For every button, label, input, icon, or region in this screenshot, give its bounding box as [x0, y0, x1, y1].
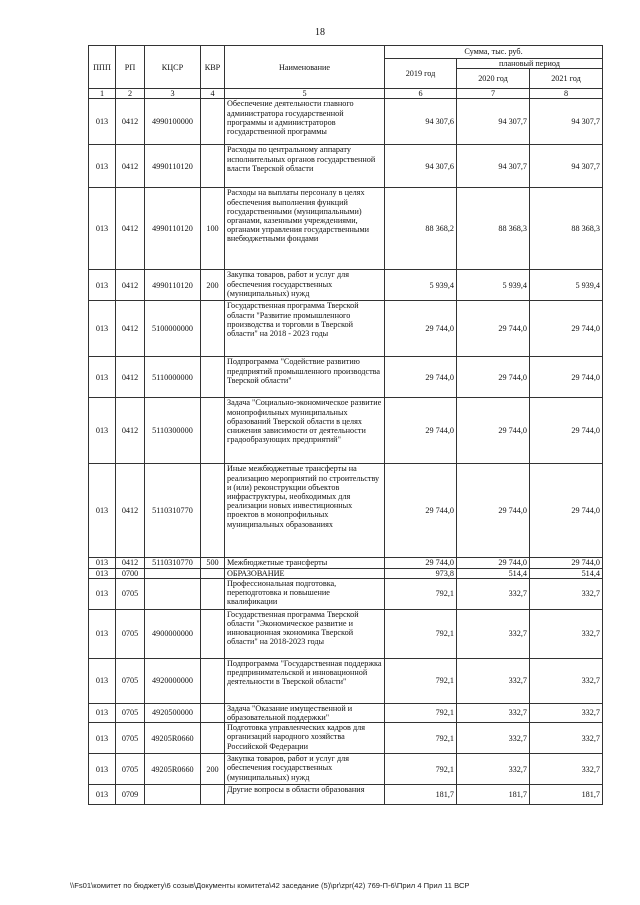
table-row	[89, 398, 603, 464]
cell-sum-2021: 29 744,0	[530, 301, 603, 357]
cell-kcsr: 4920000000	[145, 658, 201, 703]
cell-kvr	[201, 99, 225, 145]
cell-kcsr: 4990110120	[145, 145, 201, 188]
cell-kcsr: 49205R0660	[145, 754, 201, 785]
cell-kvr	[201, 609, 225, 658]
header-name: Наименование	[225, 46, 385, 89]
cell-sum-2020: 181,7	[457, 785, 530, 805]
cell-kcsr: 4990100000	[145, 99, 201, 145]
cell-sum-2019: 973,8	[385, 568, 457, 578]
cell-kvr	[201, 703, 225, 722]
cell-sum-2021: 514,4	[530, 568, 603, 578]
cell-kcsr	[145, 578, 201, 609]
cell-rp: 0412	[116, 99, 145, 145]
column-number: 6	[385, 89, 457, 99]
cell-kvr	[201, 398, 225, 464]
cell-name: Закупка товаров, работ и услуг для обеспечения государственных (муниципальных) нужд	[225, 754, 385, 785]
cell-sum-2021: 29 744,0	[530, 464, 603, 558]
cell-ppp: 013	[89, 270, 116, 301]
cell-kvr	[201, 464, 225, 558]
cell-sum-2019: 181,7	[385, 785, 457, 805]
cell-ppp: 013	[89, 568, 116, 578]
cell-rp: 0705	[116, 723, 145, 754]
cell-ppp: 013	[89, 785, 116, 805]
header-year-2021: 2021 год	[530, 69, 603, 89]
cell-rp: 0412	[116, 145, 145, 188]
header-rp: РП	[116, 46, 145, 89]
cell-sum-2021: 332,7	[530, 703, 603, 722]
cell-kvr	[201, 658, 225, 703]
cell-kvr	[201, 578, 225, 609]
table-row	[89, 270, 603, 301]
header-ppp: ППП	[89, 46, 116, 89]
cell-sum-2021: 181,7	[530, 785, 603, 805]
budget-table	[88, 45, 603, 805]
cell-name: Расходы по центральному аппарату исполнительных органов государственной власти Тверской области	[225, 145, 385, 188]
cell-sum-2020: 94 307,7	[457, 145, 530, 188]
cell-name: Подготовка управленческих кадров для организаций народного хозяйства Российской Федерации	[225, 723, 385, 754]
cell-name: Иные межбюджетные трансферты на реализацию мероприятий по строительству и (или) реконструкции объектов инфраструктуры, необходимых для реализации новых инвестиционных проектов в монопрофильных муниципальных образованиях	[225, 464, 385, 558]
table-row	[89, 99, 603, 145]
cell-rp: 0705	[116, 609, 145, 658]
cell-sum-2019: 29 744,0	[385, 357, 457, 398]
page-number: 18	[315, 27, 325, 38]
cell-ppp: 013	[89, 578, 116, 609]
column-number: 1	[89, 89, 116, 99]
cell-ppp: 013	[89, 609, 116, 658]
cell-name: Обеспечение деятельности главного администратора государственной программы и администраторов государственной программы	[225, 99, 385, 145]
cell-kcsr	[145, 785, 201, 805]
cell-kvr	[201, 301, 225, 357]
cell-rp: 0412	[116, 188, 145, 270]
cell-sum-2020: 332,7	[457, 658, 530, 703]
cell-name: Другие вопросы в области образования	[225, 785, 385, 805]
cell-kcsr: 5110000000	[145, 357, 201, 398]
cell-rp: 0700	[116, 568, 145, 578]
cell-kcsr: 5100000000	[145, 301, 201, 357]
table-row	[89, 357, 603, 398]
cell-kvr	[201, 145, 225, 188]
cell-sum-2020: 332,7	[457, 578, 530, 609]
cell-sum-2019: 29 744,0	[385, 301, 457, 357]
cell-kcsr: 4990110120	[145, 188, 201, 270]
table-row	[89, 754, 603, 785]
cell-name: Подпрограмма "Содействие развитию предприятий промышленного производства Тверской области"	[225, 357, 385, 398]
cell-sum-2021: 332,7	[530, 609, 603, 658]
cell-kcsr: 4990110120	[145, 270, 201, 301]
cell-name: Межбюджетные трансферты	[225, 558, 385, 568]
cell-kvr: 100	[201, 188, 225, 270]
cell-sum-2021: 29 744,0	[530, 558, 603, 568]
cell-sum-2020: 332,7	[457, 609, 530, 658]
cell-sum-2021: 94 307,7	[530, 145, 603, 188]
cell-sum-2020: 29 744,0	[457, 558, 530, 568]
header-kvr: КВР	[201, 46, 225, 89]
column-number: 8	[530, 89, 603, 99]
cell-rp: 0412	[116, 398, 145, 464]
cell-sum-2019: 29 744,0	[385, 558, 457, 568]
cell-ppp: 013	[89, 398, 116, 464]
table-row	[89, 578, 603, 609]
cell-kcsr: 4900000000	[145, 609, 201, 658]
cell-ppp: 013	[89, 558, 116, 568]
cell-sum-2019: 5 939,4	[385, 270, 457, 301]
table-row	[89, 658, 603, 703]
header-planned-period: плановый период	[457, 59, 603, 69]
cell-name: Расходы на выплаты персоналу в целях обеспечения выполнения функций государственными (муниципальными) органами, казенными учреждениями, органами управления государственными внебюджетными фондами	[225, 188, 385, 270]
cell-kvr	[201, 568, 225, 578]
cell-rp: 0709	[116, 785, 145, 805]
header-year-2019: 2019 год	[385, 59, 457, 89]
cell-sum-2020: 332,7	[457, 723, 530, 754]
table-row	[89, 568, 603, 578]
cell-sum-2020: 332,7	[457, 703, 530, 722]
cell-rp: 0705	[116, 703, 145, 722]
cell-sum-2021: 94 307,7	[530, 99, 603, 145]
cell-ppp: 013	[89, 301, 116, 357]
cell-ppp: 013	[89, 188, 116, 270]
cell-name: Задача "Оказание имущественной и образовательной поддержки"	[225, 703, 385, 722]
cell-name: Подпрограмма "Государственная поддержка предпринимательской и инновационной деятельности в Тверской области"	[225, 658, 385, 703]
header-kcsr: КЦСР	[145, 46, 201, 89]
table-row	[89, 785, 603, 805]
cell-sum-2020: 5 939,4	[457, 270, 530, 301]
cell-sum-2019: 94 307,6	[385, 145, 457, 188]
cell-ppp: 013	[89, 703, 116, 722]
cell-kcsr	[145, 568, 201, 578]
header-sum: Сумма, тыс. руб.	[385, 46, 603, 59]
footer-file-path: \\Fs01\комитет по бюджету\6 созыв\Документы комитета\42 заседание (5)\pr\zpr(42) 769-П-6\Прил 4 Прил 11 ВСР	[70, 881, 470, 890]
cell-kvr	[201, 357, 225, 398]
cell-kvr: 200	[201, 270, 225, 301]
cell-kvr	[201, 723, 225, 754]
cell-kcsr: 5110310770	[145, 464, 201, 558]
cell-rp: 0412	[116, 558, 145, 568]
table-row	[89, 723, 603, 754]
cell-sum-2019: 792,1	[385, 703, 457, 722]
cell-rp: 0705	[116, 658, 145, 703]
table-row	[89, 301, 603, 357]
column-number: 3	[145, 89, 201, 99]
cell-rp: 0412	[116, 464, 145, 558]
cell-sum-2021: 29 744,0	[530, 357, 603, 398]
cell-sum-2019: 88 368,2	[385, 188, 457, 270]
cell-kcsr: 5110300000	[145, 398, 201, 464]
cell-sum-2021: 29 744,0	[530, 398, 603, 464]
table-row	[89, 609, 603, 658]
cell-sum-2021: 332,7	[530, 754, 603, 785]
cell-ppp: 013	[89, 723, 116, 754]
cell-sum-2020: 94 307,7	[457, 99, 530, 145]
cell-rp: 0705	[116, 578, 145, 609]
cell-sum-2019: 29 744,0	[385, 464, 457, 558]
cell-rp: 0412	[116, 357, 145, 398]
cell-sum-2020: 514,4	[457, 568, 530, 578]
cell-rp: 0705	[116, 754, 145, 785]
header-year-2020: 2020 год	[457, 69, 530, 89]
cell-rp: 0412	[116, 301, 145, 357]
cell-kcsr: 4920500000	[145, 703, 201, 722]
table-row	[89, 145, 603, 188]
table-row	[89, 558, 603, 568]
cell-kvr: 500	[201, 558, 225, 568]
table-row	[89, 188, 603, 270]
cell-sum-2019: 792,1	[385, 578, 457, 609]
cell-ppp: 013	[89, 464, 116, 558]
column-number: 4	[201, 89, 225, 99]
cell-sum-2019: 792,1	[385, 754, 457, 785]
cell-sum-2019: 29 744,0	[385, 398, 457, 464]
column-number: 2	[116, 89, 145, 99]
cell-name: Профессиональная подготовка, переподготовка и повышение квалификации	[225, 578, 385, 609]
cell-kcsr: 49205R0660	[145, 723, 201, 754]
cell-sum-2020: 88 368,3	[457, 188, 530, 270]
cell-sum-2021: 332,7	[530, 658, 603, 703]
cell-ppp: 013	[89, 754, 116, 785]
cell-ppp: 013	[89, 357, 116, 398]
cell-sum-2020: 332,7	[457, 754, 530, 785]
cell-name: Государственная программа Тверской области "Экономическое развитие и инновационная экономика Тверской области" на 2018-2023 годы	[225, 609, 385, 658]
cell-sum-2019: 792,1	[385, 658, 457, 703]
cell-kvr: 200	[201, 754, 225, 785]
cell-sum-2021: 88 368,3	[530, 188, 603, 270]
cell-ppp: 013	[89, 145, 116, 188]
cell-sum-2020: 29 744,0	[457, 398, 530, 464]
cell-kvr	[201, 785, 225, 805]
cell-sum-2021: 332,7	[530, 578, 603, 609]
cell-sum-2020: 29 744,0	[457, 357, 530, 398]
cell-sum-2019: 792,1	[385, 609, 457, 658]
cell-sum-2020: 29 744,0	[457, 464, 530, 558]
cell-name: Государственная программа Тверской области "Развитие промышленного производства и торговли в Тверской области" на 2018 - 2023 годы	[225, 301, 385, 357]
table-row	[89, 703, 603, 722]
cell-sum-2021: 5 939,4	[530, 270, 603, 301]
cell-sum-2019: 792,1	[385, 723, 457, 754]
cell-name: Задача "Социально-экономическое развитие монопрофильных муниципальных образований Тверской области в целях снижения зависимости от деятельности градообразующих предприятий"	[225, 398, 385, 464]
cell-name: ОБРАЗОВАНИЕ	[225, 568, 385, 578]
cell-sum-2020: 29 744,0	[457, 301, 530, 357]
column-number: 7	[457, 89, 530, 99]
cell-name: Закупка товаров, работ и услуг для обеспечения государственных (муниципальных) нужд	[225, 270, 385, 301]
cell-kcsr: 5110310770	[145, 558, 201, 568]
cell-rp: 0412	[116, 270, 145, 301]
cell-sum-2019: 94 307,6	[385, 99, 457, 145]
cell-ppp: 013	[89, 658, 116, 703]
column-number: 5	[225, 89, 385, 99]
column-number-row	[89, 89, 603, 99]
cell-ppp: 013	[89, 99, 116, 145]
cell-sum-2021: 332,7	[530, 723, 603, 754]
table-row	[89, 464, 603, 558]
